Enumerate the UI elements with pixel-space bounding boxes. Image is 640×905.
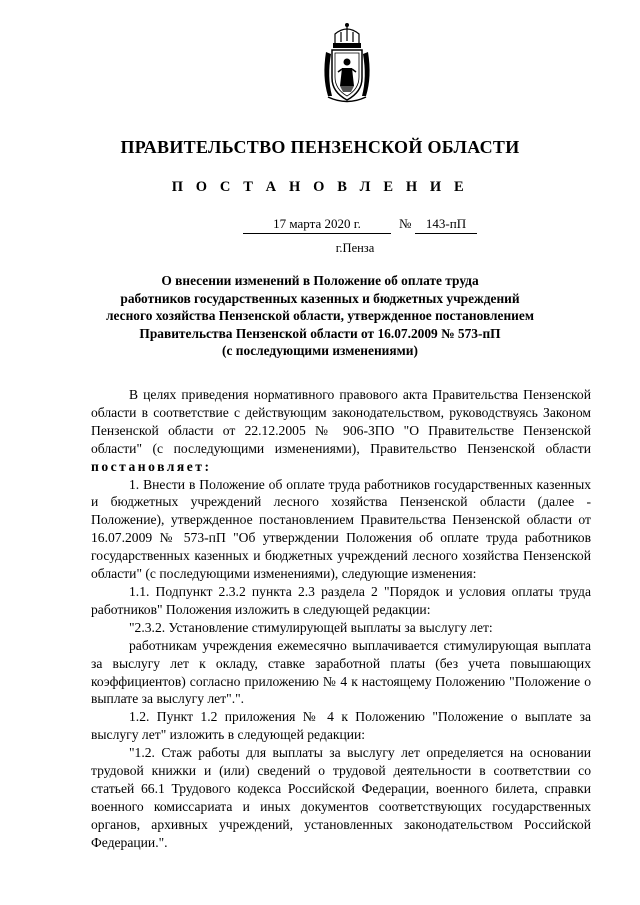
document-type: П О С Т А Н О В Л Е Н И Е: [171, 179, 469, 195]
title-line: работников государственных казенных и бюджетных учреждений: [120, 290, 520, 306]
coat-of-arms-emblem: [318, 22, 376, 104]
title-line: лесного хозяйства Пензенской области, утвержденное постановлением: [106, 308, 534, 324]
paragraph-quote-2-3-2: "2.3.2. Установление стимулирующей выплаты за выслугу лет:: [129, 619, 493, 635]
document-date: 17 марта 2020 г.: [243, 216, 391, 234]
city: г.Пенза: [335, 241, 375, 255]
organization-name: ПРАВИТЕЛЬСТВО ПЕНЗЕНСКОЙ ОБЛАСТИ: [120, 137, 520, 157]
resolution-verb: постановляет:: [91, 458, 212, 474]
paragraph-item-1-1: 1.1. Подпункт 2.3.2 пункта 2.3 раздела 2 "Порядок и условия оплаты труда работников" Положения изложить в следующей редакции:: [91, 583, 591, 617]
document-title: [80, 272, 560, 360]
number-sign: №: [399, 216, 412, 231]
paragraph-quote-1-2: "1.2. Стаж работы для выплаты за выслугу лет определяется на основании трудовой книжки и (или) сведений о трудовой деятельности в соответствии со статьей 66.1 Трудового кодекса Российской Федерации, военного билета, справки военного комиссариата и иных документов соответствующих государственных органов, архивных учреждений, установленных законодательством Российской Федерации.".: [91, 745, 591, 850]
title-line: (с последующими изменениями): [222, 343, 418, 359]
title-line: О внесении изменений в Положение об оплате труда: [161, 273, 479, 288]
paragraph-item-1-2: 1.2. Пункт 1.2 приложения № 4 к Положению "Положение о выплате за выслугу лет" изложить в следующей редакции:: [91, 709, 591, 743]
document-body: [91, 386, 591, 852]
document-number: 143-пП: [415, 216, 477, 234]
paragraph-quote-body: работникам учреждения ежемесячно выплачивается стимулирующая выплата за выслугу лет к окладу, ставке заработной платы (без учета повышающих коэффициентов) согласно приложению № 4 к настоящему Положению "Положение о выплате за выслугу лет".".: [91, 637, 591, 707]
paragraph-item-1: 1. Внести в Положение об оплате труда работников государственных казенных и бюджетных учреждений лесного хозяйства Пензенской области (далее - Положение), утвержденное постановлением Правительства Пензенской области от 16.07.2009 № 573-пП "Об утверждении Положения об оплате труда работников государственных казенных и бюджетных учреждений лесного хозяйства Пензенской области" (с последующими изменениями), следующие изменения:: [91, 476, 591, 582]
paragraph-preamble: [91, 386, 591, 476]
title-line: Правительства Пензенской области от 16.07.2009 № 573-пП: [139, 325, 501, 341]
preamble-text: В целях приведения нормативного правового акта Правительства Пензенской области в соответствие с действующим законодательством, руководствуясь Законом Пензенской области от 22.12.2005 № 906-ЗПО "О Правительстве Пензенской области" (с последующими изменениями), Правительство Пензенской области: [91, 387, 591, 456]
